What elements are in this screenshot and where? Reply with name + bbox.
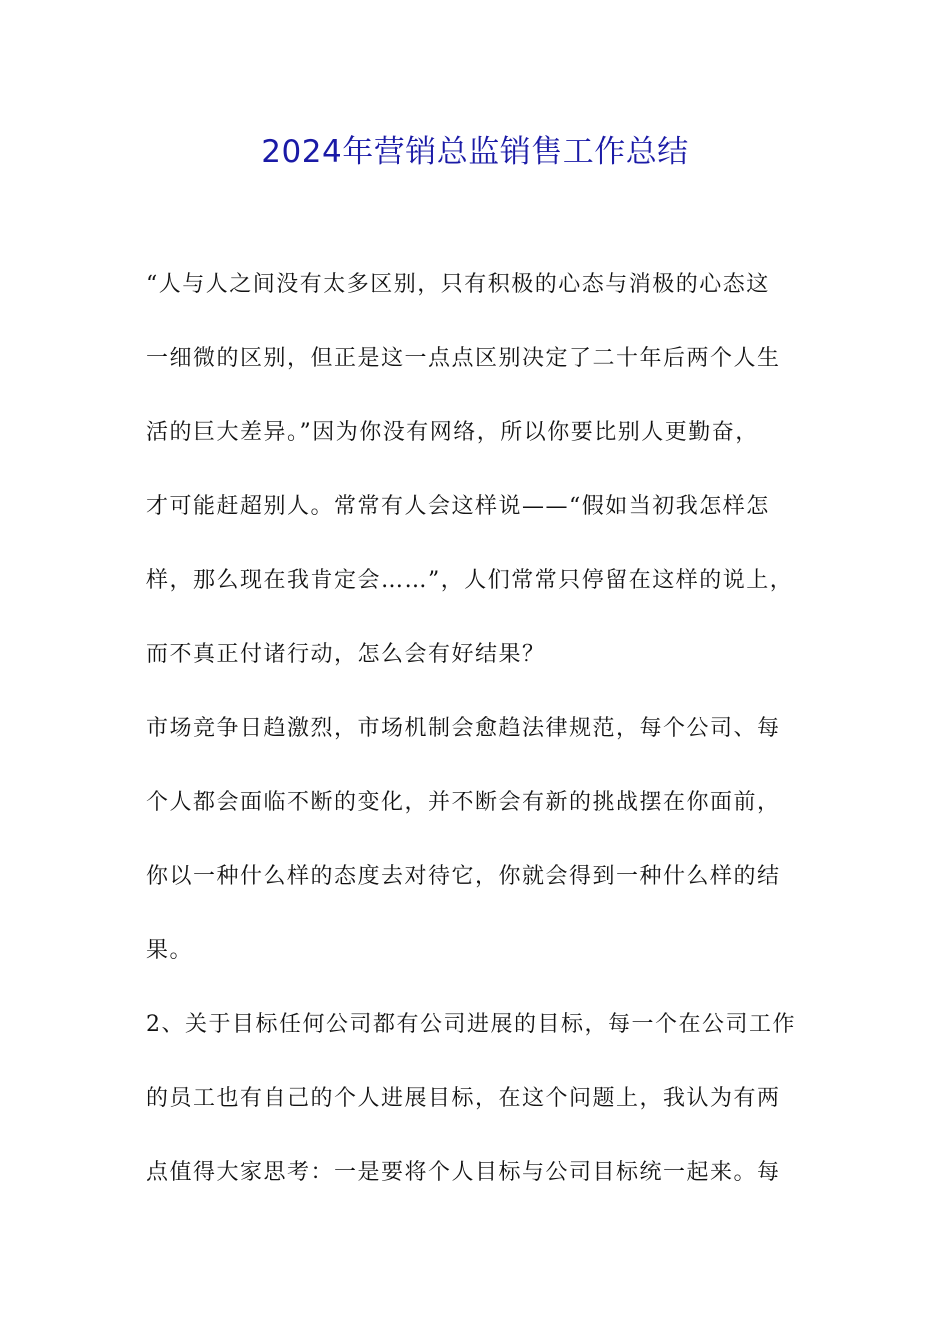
text-line: 市场竞争日趋激烈，市场机制会愈趋法律规范，每个公司、每	[146, 716, 781, 741]
text-line: 而不真正付诸行动，怎么会有好结果？	[146, 642, 546, 667]
document-body	[146, 258, 826, 1220]
text-line: 果。	[146, 938, 194, 963]
text-line: 一细微的区别，但正是这一点点区别决定了二十年后两个人生	[146, 346, 781, 371]
document-title: 2024年营销总监销售工作总结	[261, 134, 689, 170]
text-line: 的员工也有自己的个人进展目标，在这个问题上，我认为有两	[146, 1086, 781, 1111]
text-line: 个人都会面临不断的变化，并不断会有新的挑战摆在你面前，	[146, 790, 781, 815]
text-line: 点值得大家思考：一是要将个人目标与公司目标统一起来。每	[146, 1160, 781, 1185]
text-line: 活的巨大差异。”因为你没有网络，所以你要比别人更勤奋，	[146, 420, 759, 445]
text-line: “人与人之间没有太多区别，只有积极的心态与消极的心态这	[146, 272, 770, 297]
text-line: 2、关于目标任何公司都有公司进展的目标，每一个在公司工作	[146, 1012, 796, 1037]
text-line: 你以一种什么样的态度去对待它，你就会得到一种什么样的结	[146, 864, 781, 889]
text-line: 样，那么现在我肯定会……”，人们常常只停留在这样的说上，	[146, 568, 794, 593]
text-line: 才可能赶超别人。常常有人会这样说——“假如当初我怎样怎	[146, 494, 770, 519]
